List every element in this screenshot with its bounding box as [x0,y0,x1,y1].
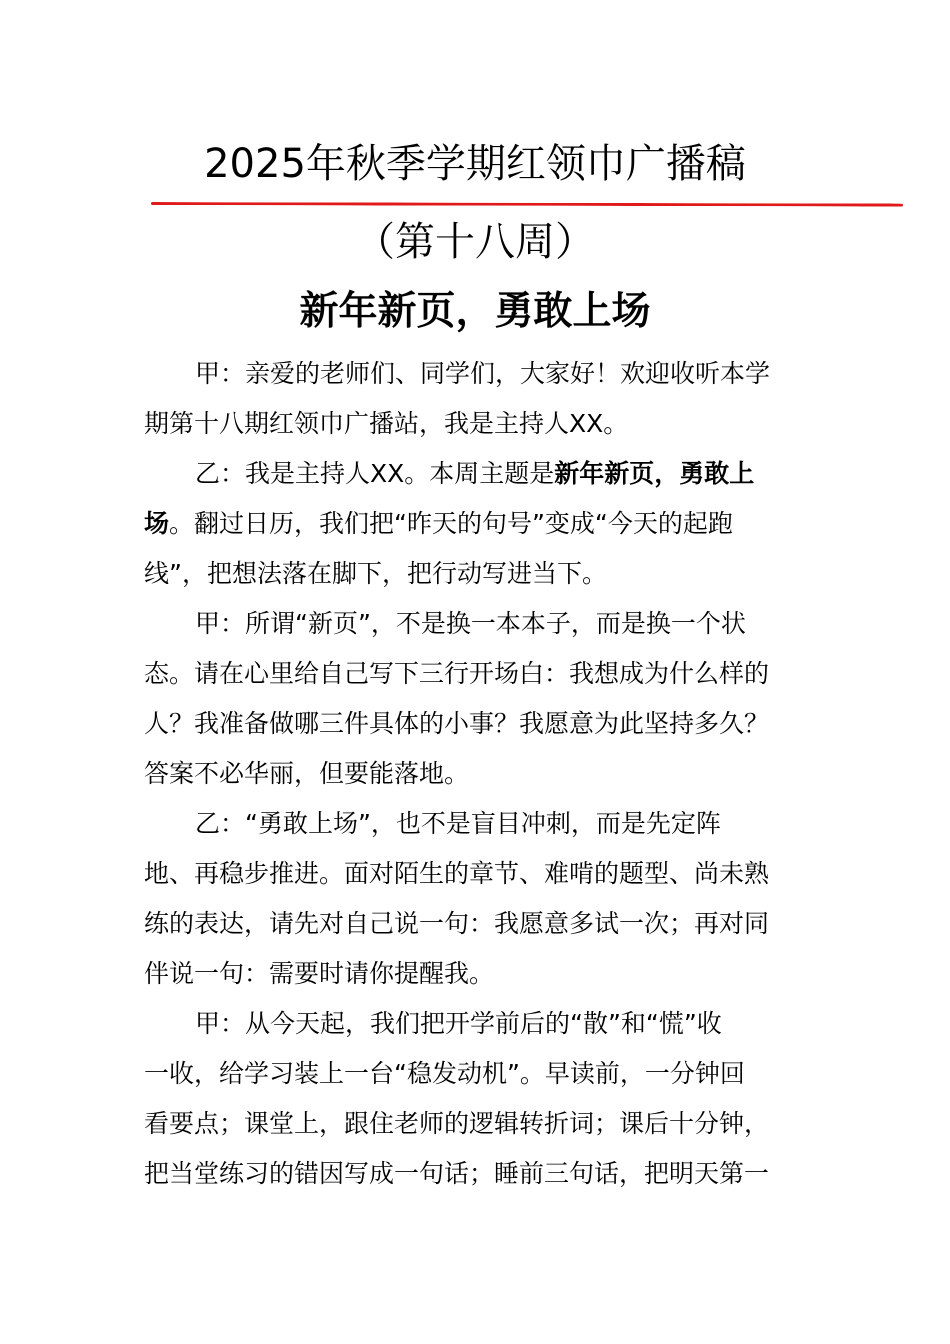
paragraph-line: 看要点；课堂上，跟住老师的逻辑转折词；课后十分钟， [144,1109,770,1138]
paragraph-line: 把当堂练习的错因写成一句话；睡前三句话，把明天第一 [144,1159,770,1188]
paragraph-line: 答案不必华丽，但要能落地。 [144,759,470,788]
paragraph-line [144,449,784,499]
paragraph-line: 甲：所谓“新页”，不是换一本本子，而是换一个状 [195,609,746,638]
paragraph-line: 期第十八期红领巾广播站，我是主持人XX。 [144,409,629,438]
paragraph-line: 乙：“勇敢上场”，也不是盲目冲刺，而是先定阵 [195,809,721,838]
title-red-rule [151,202,903,207]
paragraph-line: 一收，给学习装上一台“稳发动机”。早读前，一分钟回 [144,1059,745,1088]
paragraph-line [144,499,784,549]
body-text [144,349,784,1199]
paragraph-line: 地、再稳步推进。面对陌生的章节、难啃的题型、尚未熟 [144,859,770,888]
paragraph-line: 甲：从今天起，我们把开学前后的“散”和“慌”收 [195,1009,722,1038]
week-subtitle: （第十八周） [355,219,595,265]
document-title: 2025年秋季学期红领巾广播稿 [204,141,746,187]
theme-bold-text: 新年新页，勇敢上 [554,459,755,488]
paragraph-line: 态。请在心里给自己写下三行开场白：我想成为什么样的 [144,659,770,688]
paragraph-line: 甲：亲爱的老师们、同学们，大家好！欢迎收听本学 [195,359,771,388]
paragraph-line: 人？我准备做哪三件具体的小事？我愿意为此坚持多久？ [144,709,770,738]
paragraph-line: 练的表达，请先对自己说一句：我愿意多试一次；再对同 [144,909,770,938]
theme-headline: 新年新页，勇敢上场 [299,289,651,334]
theme-bold-text: 场 [144,509,170,538]
line-text: 乙：我是主持人XX。本周主题是 [195,459,555,488]
line-text: 。翻过日历，我们把“昨天的句号”变成“今天的起跑 [169,509,733,538]
paragraph-line: 伴说一句：需要时请你提醒我。 [144,959,495,988]
paragraph-line: 线”，把想法落在脚下，把行动写进当下。 [144,559,607,588]
